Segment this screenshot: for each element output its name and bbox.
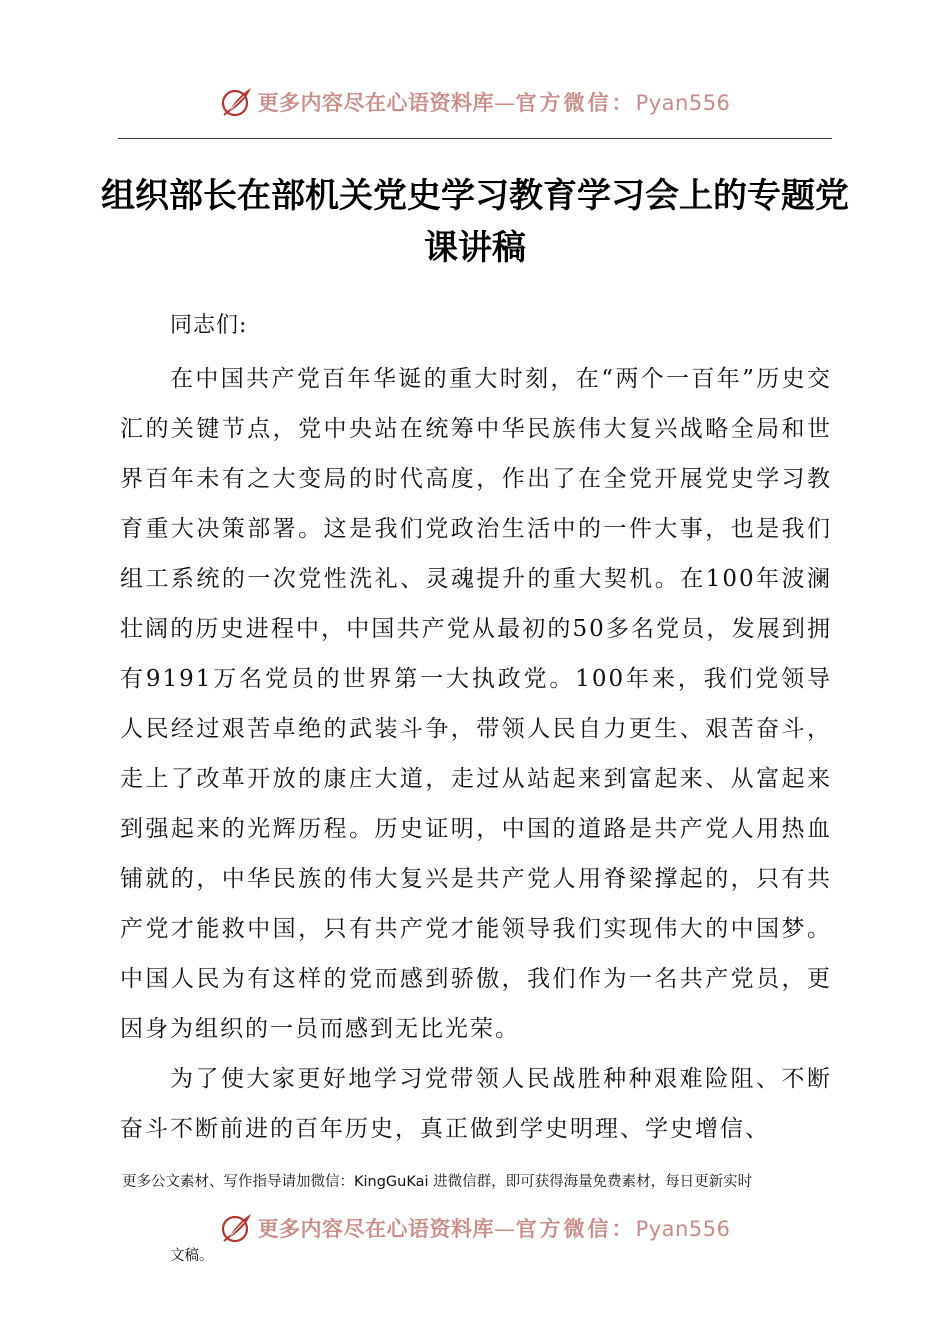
quill-logo-icon (220, 85, 254, 119)
body-paragraph: 在中国共产党百年华诞的重大时刻，在“两个一百年”历史交汇的关键节点，党中央站在统筹中华民族伟大复兴战略全局和世界百年未有之大变局的时代高度，作出了在全党开展党史学习教育重大决策部署。这是我们党政治生活中的一件大事，也是我们组工系统的一次党性洗礼、灵魂提升的重大契机。在100年波澜壮阔的历史进程中，中国共产党从最初的50多名党员，发展到拥有9191万名党员的世界第一大执政党。100年来，我们党领导人民经过艰苦卓绝的武装斗争，带领人民自力更生、艰苦奋斗，走上了改革开放的康庄大道，走过从站起来到富起来、从富起来到强起来的光辉历程。历史证明，中国的道路是共产党人用热血铺就的，中华民族的伟大复兴是共产党人用脊梁撑起的，只有共产党才能救中国，只有共产党才能领导我们实现伟大的中国梦。中国人民为有这样的党而感到骄傲，我们作为一名共产党员，更因身为组织的一员而感到无比光荣。 (120, 366, 832, 1042)
salutation: 同志们: (170, 313, 248, 338)
watermark-text: 更多内容尽在心语资料库—官方微信：Pyan556 (257, 1216, 731, 1241)
quill-logo-icon (220, 1211, 254, 1245)
watermark-text: 更多内容尽在心语资料库—官方微信：Pyan556 (257, 90, 731, 115)
body-paragraph: 为了使大家更好地学习党带领人民战胜种种艰难险阻、不断奋斗不断前进的百年历史，真正做到学史明理、学史增信、 (120, 1066, 832, 1142)
document-title: 组织部长在部机关党史学习教育学习会上的专题党课讲稿 (101, 176, 849, 268)
header-divider (118, 138, 832, 139)
footer-promo-note: 更多公文素材、写作指导请加微信：KingGuKai 进微信群，即可获得海量免费素材，每日更新实时 (122, 1174, 753, 1190)
footer-note-tail: 文稿。 (170, 1248, 214, 1264)
document-body (120, 354, 832, 1154)
header-watermark-banner (0, 82, 950, 122)
footer-watermark-banner (0, 1208, 950, 1248)
